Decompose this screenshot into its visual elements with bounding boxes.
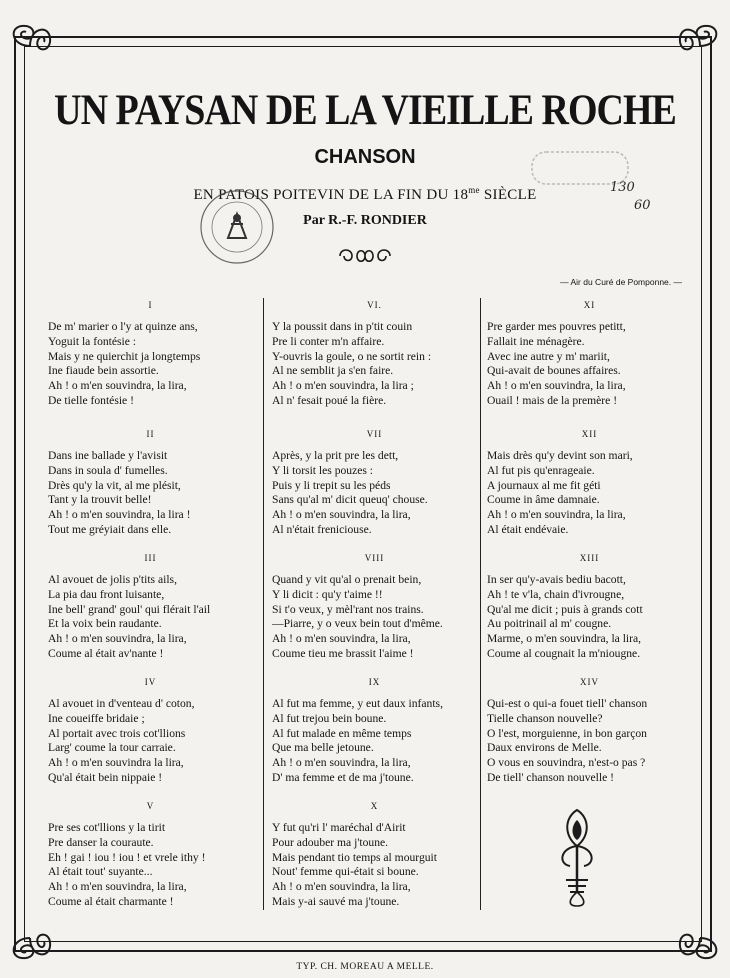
verse-line: Al n'était freniciouse. [272,522,372,536]
verse-line: Tielle chanson nouvelle? [487,711,603,725]
stanza [272,801,477,910]
verse-line: Sans qu'al m' dicit queuq' chouse. [272,493,428,507]
verse-line: Qu'al était bein nippaie ! [48,770,163,784]
verse-line: Al n' fesait poué la fière. [272,393,387,407]
verse-line: Al ne semblit ja s'en faire. [272,364,394,378]
verse-line: In ser qu'y-avais bediu bacott, [487,573,626,586]
verse-line: Ah ! o m'en souvindra, la lira ! [48,508,191,522]
verse-line: Al fut trejou bein boune. [272,711,387,725]
verse-line: Eh ! gai ! iou ! iou ! et vrele ithy ! [48,850,206,864]
verse-line: Al fut pis qu'enrageaie. [487,463,595,477]
verse-line: Y la poussit dans in p'tit couin [272,320,413,333]
verse-line: Ah ! o m'en souvindra, la lira, [272,632,411,646]
verse-line: De m' marier o l'y at quinze ans, [48,320,198,333]
verse-line: Marme, o m'en souvindra, la lira, [487,632,642,646]
corner-ornament-icon [674,20,726,72]
stanza [48,300,253,409]
verse-line: —Piarre, y o veux bein tout d'même. [272,617,443,631]
stanza [487,677,692,786]
verse-line: De tiell' chanson nouvelle ! [487,770,615,784]
verse-line: Ah ! o m'en souvindra, la lira, [487,508,626,522]
verse-line: Mais y ne quierchit ja longtemps [48,349,201,363]
verse-line: Si t'o veux, y mèl'rant nos trains. [272,602,424,616]
library-stamp-icon [198,188,276,266]
stanza [487,300,692,409]
verse-line: Ah ! o m'en souvindra, la lira ; [272,379,414,393]
stanza [272,553,477,662]
stanza-number: X [370,801,379,811]
verse-line: Pour adouber ma j'toune. [272,835,389,849]
column-divider [263,298,264,910]
corner-ornament-icon [4,20,56,72]
verse-line: O l'est, morguienne, in bon garçon [487,726,647,740]
verse-line: Quand y vit qu'al o prenait bein, [272,573,422,586]
verse-line: Qui-est o qui-a fouet tiell' chanson [487,697,648,710]
verse-line: Ah ! o m'en souvindra, la lira, [487,379,626,393]
stanza-number: V [146,801,155,811]
stanza [272,429,477,538]
stanza [272,300,477,409]
stanza [48,801,253,910]
stanza-number: XII [581,429,598,439]
verse-line: Ah ! o m'en souvindra, la lira, [48,880,187,894]
verse-line: Coume tieu me brassit l'aime ! [272,646,414,660]
stanza [272,677,477,786]
author-line: Par R.-F. RONDIER [303,213,427,228]
verse-line: Ine fiaude bein assortie. [48,364,159,378]
verse-line: Drès qu'y la vit, al me plésit, [48,478,181,492]
verse-line: Au poitrinail al m' cougne. [487,617,612,631]
verse-line: De tielle fontésie ! [48,393,134,407]
verse-line: Y li dicit : qu'y t'aime !! [272,587,383,601]
verse-line: Ine bell' grand' goul' qui flérait l'ail [48,602,211,616]
verse-line: Qui-avait de bounes affaires. [487,364,621,378]
verse-line: Après, y la prit pre les dett, [272,449,399,462]
verse-line: Mais pendant tio temps al mourguit [272,850,437,864]
verse-line: Al avouet in d'venteau d' coton, [48,697,195,710]
stanza-number: IX [368,677,381,687]
floral-ornament-icon [554,806,600,908]
handwritten-number: 60 [634,198,651,213]
air-indication: — Air du Curé de Pomponne. — [560,277,682,287]
verse-line: Al portait avec trois cot'llions [48,726,186,740]
verse-line: Avec ine autre y m' mariit, [487,349,610,363]
verse-line: Ah ! o m'en souvindra la lira, [48,756,184,770]
verse-line: Ah ! o m'en souvindra, la lira, [272,756,411,770]
verse-line: Coume in âme damnaie. [487,493,600,507]
verse-line: Larg' coume la tour carraie. [48,741,176,755]
song-subtitle: CHANSON [314,146,416,168]
handwritten-number: 130 [610,180,635,195]
stanza [487,429,692,538]
verse-line: Pre garder mes pouvres petitt, [487,320,626,333]
verse-line: Pre li conter m'n affaire. [272,334,385,348]
verse-line: Coume al était charmante ! [48,894,174,908]
verse-line: Ine coueiffe bridaie ; [48,711,145,725]
stanza-number: IV [144,677,157,687]
corner-ornament-icon [674,912,726,964]
song-title: UN PAYSAN DE LA VIEILLE ROCHE [54,85,676,135]
stanza-number: VI. [367,300,382,310]
verse-line: Ah ! o m'en souvindra, la lira, [272,508,411,522]
corner-ornament-icon [4,912,56,964]
verse-line: Dans in soula d' fumelles. [48,463,168,477]
column-divider [480,298,481,910]
verse-line: Al était tout' suyante... [48,865,153,879]
verse-line: Ah ! o m'en souvindra, la lira, [48,632,187,646]
verse-line: A journaux al me fit géti [487,478,601,492]
verse-line: Ouail ! mais de la premère ! [487,393,618,407]
stanza [487,553,692,662]
scroll-ornament-icon [336,245,394,267]
verse-line: La pia dau front luisante, [48,587,165,601]
verse-line: Al était endévaie. [487,522,569,536]
verse-line: Mais y-ai sauvé ma j'toune. [272,894,400,908]
verse-line: Que ma belle jetoune. [272,741,374,755]
stanza-number: XI [583,300,596,310]
stanza-number: XIII [579,553,600,563]
verse-line: Ah ! o m'en souvindra, la lira, [48,379,187,393]
dialect-line: EN PATOIS POITEVIN DE LA FIN DU $18^{me}$ SIÈCLE [193,185,537,203]
verse-line: Daux environs de Melle. [487,741,602,755]
verse-line: Nout' femme qui-était si boune. [272,865,419,879]
verse-line: Y li torsit les pouzes : [272,463,374,477]
verse-line: Fallait ine ménagère. [487,334,585,348]
verse-line: Qu'al me dicit ; puis à grands cott [487,602,643,616]
verse-line: Al avouet de jolis p'tits ails, [48,573,177,586]
verse-line: Coume al était av'nante ! [48,646,164,660]
verse-line: Pre ses cot'llions y la tirit [48,821,166,834]
verse-line: Al fut malade en même temps [272,726,412,740]
verse-line: Puis y li trepit su les péds [272,478,391,492]
verse-line: D' ma femme et de ma j'toune. [272,770,414,784]
verse-line: Y fut qu'ri l' maréchal d'Airit [272,821,406,834]
stanza-number: VIII [364,553,385,563]
stanza-number: II [146,429,155,439]
verse-line: Pre danser la couraute. [48,835,154,849]
stanza-number: XIV [580,677,599,687]
printer-footer: TYP. CH. MOREAU A MELLE. [296,962,434,972]
stanza-number: III [144,553,157,563]
stanza-number: VII [366,429,383,439]
verse-line: O vous en souvindra, n'est-o pas ? [487,756,646,770]
stanza [48,553,253,662]
stanza [48,677,253,786]
verse-line: Y-ouvris la goule, o ne sortit rein : [272,349,432,363]
stanza-number: I [148,300,153,310]
verse-line: Al fut ma femme, y eut daux infants, [272,697,443,710]
verse-line: Mais drès qu'y devint son mari, [487,449,633,462]
verse-line: Ah ! o m'en souvindra, la lira, [272,880,411,894]
verse-line: Coume al cougnait la m'niougne. [487,646,641,660]
verse-line: Tout me gréyiait dans elle. [48,522,172,536]
verse-line: Et la voix bein raudante. [48,617,162,631]
verse-line: Tant y la trouvit belle! [48,493,152,507]
verse-line: Ah ! te v'la, chain d'ivrougne, [487,587,625,601]
stanza [48,429,253,538]
verse-line: Yoguit la fontésie : [48,334,137,348]
verse-line: Dans ine ballade y l'avisit [48,449,168,462]
